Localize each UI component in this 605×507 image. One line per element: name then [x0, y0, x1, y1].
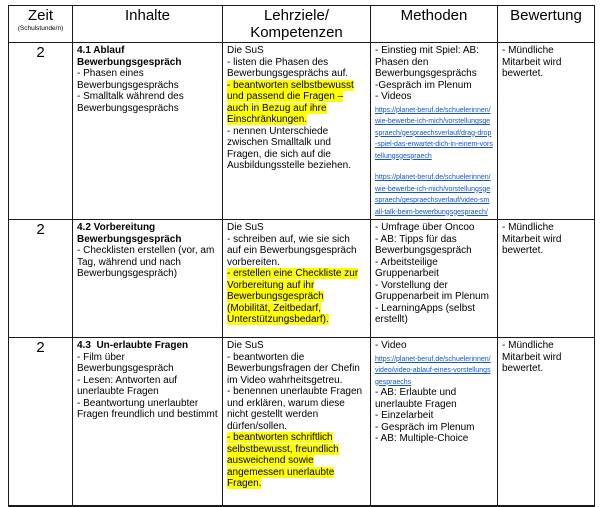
text-line: - Vorstellung der Gruppenarbeit im Plenum — [375, 279, 489, 302]
cell-inhalte — [73, 43, 223, 220]
text-line: - Arbeitsteilige Gruppenarbeit — [375, 256, 439, 279]
text-line: - AB: Erlaubte und unerlaubte Fragen — [375, 387, 457, 410]
column-header-zeit-label: Zeit — [27, 7, 53, 24]
text-line: - Gespräch im Plenum — [375, 421, 475, 433]
header-row — [9, 6, 595, 43]
topic-title: 4.3 Un-erlaubte Fragen — [77, 340, 189, 351]
text-line: - Beantwortung unerlaubter Fragen freundlich und bestimmt — [77, 397, 218, 420]
text-line: - schreiben auf, wie sie sich auf ein Bewerbungsgespräch vorbereiten. — [227, 233, 357, 268]
topic-title: 4.1 Ablauf Bewerbungsgespräch — [77, 45, 182, 68]
cell-methoden — [371, 338, 498, 506]
text-line: - LearningApps (selbst erstellt) — [375, 302, 476, 325]
column-header-inhalte: Inhalte — [73, 6, 223, 43]
cell-methoden — [371, 43, 498, 220]
text-line: - AB: Multiple-Choice — [375, 433, 469, 444]
topic-title: 4.2 Vorbereitung Bewerbungsgespräch — [77, 222, 182, 245]
cell-lehrziele — [223, 43, 371, 220]
text-line: - Mündliche Mitarbeit wird bewertet. — [502, 45, 562, 79]
spacer — [375, 161, 493, 170]
text-line: - Umfrage über Oncoo — [375, 222, 475, 233]
cell-inhalte — [73, 220, 223, 338]
text-line: - listen die Phasen des Bewerbungsgesprächs auf. — [227, 56, 349, 79]
text-line: - Film über Bewerbungsgespräch — [77, 351, 174, 374]
text-line: -Gespräch im Plenum — [375, 79, 472, 91]
column-header-zeit-subtitle: (Schulstunde/n) — [17, 24, 64, 32]
table-row-4-2 — [9, 220, 595, 338]
text-line: - Lesen: Antworten auf unerlaubte Fragen — [77, 374, 178, 397]
table-row-4-3 — [9, 338, 595, 506]
text-line: - benennen unerlaubte Fragen und erklären, warum diese nicht gestellt werden dürfen/sollen. — [227, 386, 363, 432]
cell-methoden — [371, 220, 498, 338]
text-line: Die SuS — [227, 45, 264, 56]
link-line — [375, 171, 493, 217]
link-video-small-talk[interactable]: https://planet-beruf.de/schuelerinnen/wie-bewerbe-ich-mich/vorstellungsgespraech/gespraechsverlauf/video-small-talk-beim-bewerbungsgespraech/ — [375, 174, 491, 216]
link-video-ablauf[interactable]: https://planet-beruf.de/schuelerinnen/video/video-ablauf-eines-vorstellungsgespraechs — [375, 355, 491, 386]
text-line: - Checklisten erstellen (vor, am Tag, während und nach Bewerbungsgespräch) — [77, 245, 215, 279]
cell-lehrziele — [223, 220, 371, 338]
text-line: - beantworten die Bewerbungsfragen der Chefin im Video wahrheitsgetreu. — [227, 351, 360, 386]
cell-inhalte — [73, 338, 223, 506]
highlighted-text-line: - beantworten selbstbewusst und passend die Fragen – auch in Bezug auf ihre Einschränkungen. — [227, 79, 354, 125]
column-header-lehrziele: Lehrziele/ Kompetenzen — [223, 6, 371, 43]
text-line: - Einzelarbeit — [375, 410, 434, 421]
link-line — [375, 353, 493, 388]
link-drag-drop-spiel[interactable]: https://planet-beruf.de/schuelerinnen/wie-bewerbe-ich-mich/vorstellungsgespraech/gespraechsverlauf/drag-drop-spiel-das-erwartet-dich-in-einem-vorstellungsgespraech — [375, 106, 493, 160]
highlighted-text-line: - erstellen eine Checkliste zur Vorbereitung auf ihr Bewerbungsgespräch (Mobilität, Zeitbedarf, Unterstützungsbedarf). — [227, 268, 359, 325]
text-line: - Mündliche Mitarbeit wird bewertet. — [502, 222, 562, 256]
lesson-plan-table — [8, 5, 595, 507]
cell-zeit: 2 — [9, 43, 73, 220]
text-line: - Video — [375, 340, 407, 351]
column-header-bewertung: Bewertung — [498, 6, 595, 43]
text-line: - Mündliche Mitarbeit wird bewertet. — [502, 340, 562, 374]
text-line: - Smalltalk während des Bewerbungsgesprächs — [77, 91, 184, 114]
text-line: - Phasen eines Bewerbungsgesprächs — [77, 68, 179, 91]
highlighted-text-line: - beantworten schriftlich selbstbewusst, freundlich ausweichend sowie angemessen unerlaubte Fragen. — [227, 432, 339, 489]
cell-bewertung — [498, 338, 595, 506]
link-line — [375, 104, 493, 162]
cell-lehrziele — [223, 338, 371, 506]
text-line: - nennen Unterschiede zwischen Smalltalk und Fragen, die sich auf die Ausbildungsstelle beziehen. — [227, 125, 351, 171]
column-header-zeit — [9, 6, 73, 43]
text-line: Die SuS — [227, 222, 264, 233]
cell-zeit: 2 — [9, 220, 73, 338]
text-line: - Einstieg mit Spiel: AB: Phasen den Bewerbungsgesprächs — [375, 45, 479, 79]
cell-bewertung — [498, 220, 595, 338]
text-line: - Videos — [375, 91, 412, 102]
cell-zeit: 2 — [9, 338, 73, 506]
text-line: - AB: Tipps für das Bewerbungsgespräch — [375, 233, 472, 256]
text-line: Die SuS — [227, 340, 264, 351]
column-header-methoden: Methoden — [371, 6, 498, 43]
table-row-4-1 — [9, 43, 595, 220]
cell-bewertung — [498, 43, 595, 220]
